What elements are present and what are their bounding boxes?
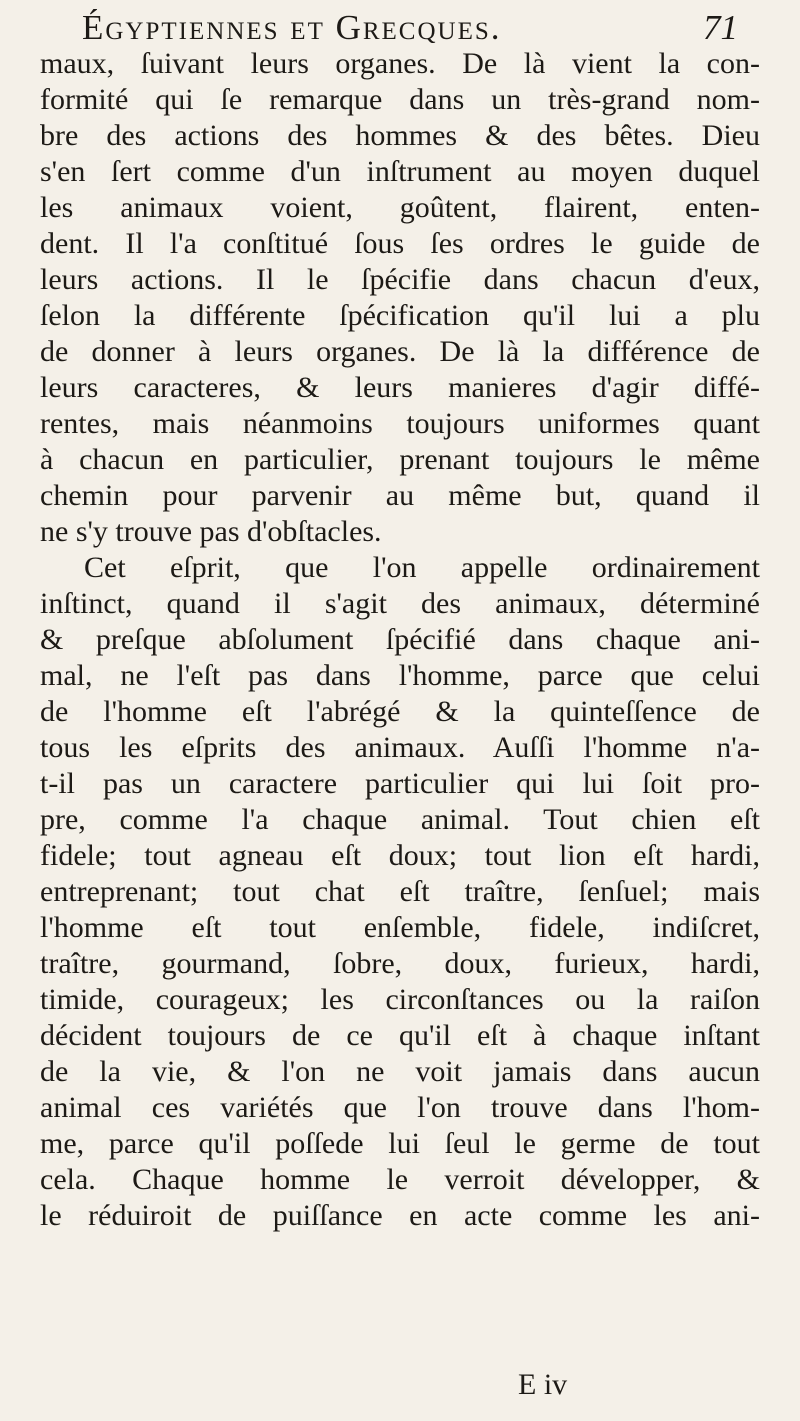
text-line: l'homme eſt tout enſemble, fidele, indiſcret,	[40, 911, 760, 944]
text-line: à chacun en particulier, prenant toujours le même	[40, 443, 760, 476]
text-line: Cet eſprit, que l'on appelle ordinairement	[84, 551, 760, 584]
text-line: ſelon la différente ſpécification qu'il lui a plu	[40, 299, 760, 332]
text-line: inſtinct, quand il s'agit des animaux, déterminé	[40, 587, 760, 620]
signature-mark: E iv	[518, 1368, 568, 1401]
text-line: entreprenant; tout chat eſt traître, ſenſuel; mais	[40, 875, 760, 908]
text-line: de l'homme eſt l'abrégé & la quinteſſence de	[40, 695, 760, 728]
text-line: maux, ſuivant leurs organes. De là vient la con-	[40, 47, 760, 80]
text-line: dent. Il l'a conſtitué ſous ſes ordres le guide de	[40, 227, 760, 260]
page-number: 71	[703, 8, 738, 47]
text-line: timide, courageux; les circonſtances ou la raiſon	[40, 983, 760, 1016]
text-line: ne s'y trouve pas d'obſtacles.	[40, 515, 382, 548]
text-line: s'en ſert comme d'un inſtrument au moyen duquel	[40, 155, 760, 188]
text-line: chemin pour parvenir au même but, quand il	[40, 479, 760, 512]
text-line: rentes, mais néanmoins toujours uniformes quant	[40, 407, 760, 440]
running-head-title: Égyptiennes et Grecques.	[82, 8, 502, 47]
text-line: mal, ne l'eſt pas dans l'homme, parce que celui	[40, 659, 760, 692]
text-line: le réduiroit de puiſſance en acte comme les ani-	[40, 1199, 760, 1232]
text-line: pre, comme l'a chaque animal. Tout chien eſt	[40, 803, 760, 836]
text-line: de la vie, & l'on ne voit jamais dans aucun	[40, 1055, 760, 1088]
text-line: leurs caracteres, & leurs manieres d'agir diffé-	[40, 371, 760, 404]
text-line: animal ces variétés que l'on trouve dans l'hom-	[40, 1091, 760, 1124]
text-line: traître, gourmand, ſobre, doux, furieux, hardi,	[40, 947, 760, 980]
text-line: formité qui ſe remarque dans un très-grand nom-	[40, 83, 760, 116]
text-line: me, parce qu'il poſſede lui ſeul le germe de tout	[40, 1127, 760, 1160]
text-line: t-il pas un caractere particulier qui lui ſoit pro-	[40, 767, 760, 800]
text-line: décident toujours de ce qu'il eſt à chaque inſtant	[40, 1019, 760, 1052]
text-line: de donner à leurs organes. De là la différence de	[40, 335, 760, 368]
text-line: & preſque abſolument ſpécifié dans chaque ani-	[40, 623, 760, 656]
text-line: tous les eſprits des animaux. Auſſi l'homme n'a-	[40, 731, 760, 764]
text-line: fidele; tout agneau eſt doux; tout lion eſt hardi,	[40, 839, 760, 872]
running-head	[0, 4, 800, 48]
text-line: les animaux voient, goûtent, flairent, enten-	[40, 191, 760, 224]
body-text	[40, 46, 760, 1234]
text-line: bre des actions des hommes & des bêtes. Dieu	[40, 119, 760, 152]
text-line: leurs actions. Il le ſpécifie dans chacun d'eux,	[40, 263, 760, 296]
text-line: cela. Chaque homme le verroit développer, &	[40, 1163, 760, 1196]
